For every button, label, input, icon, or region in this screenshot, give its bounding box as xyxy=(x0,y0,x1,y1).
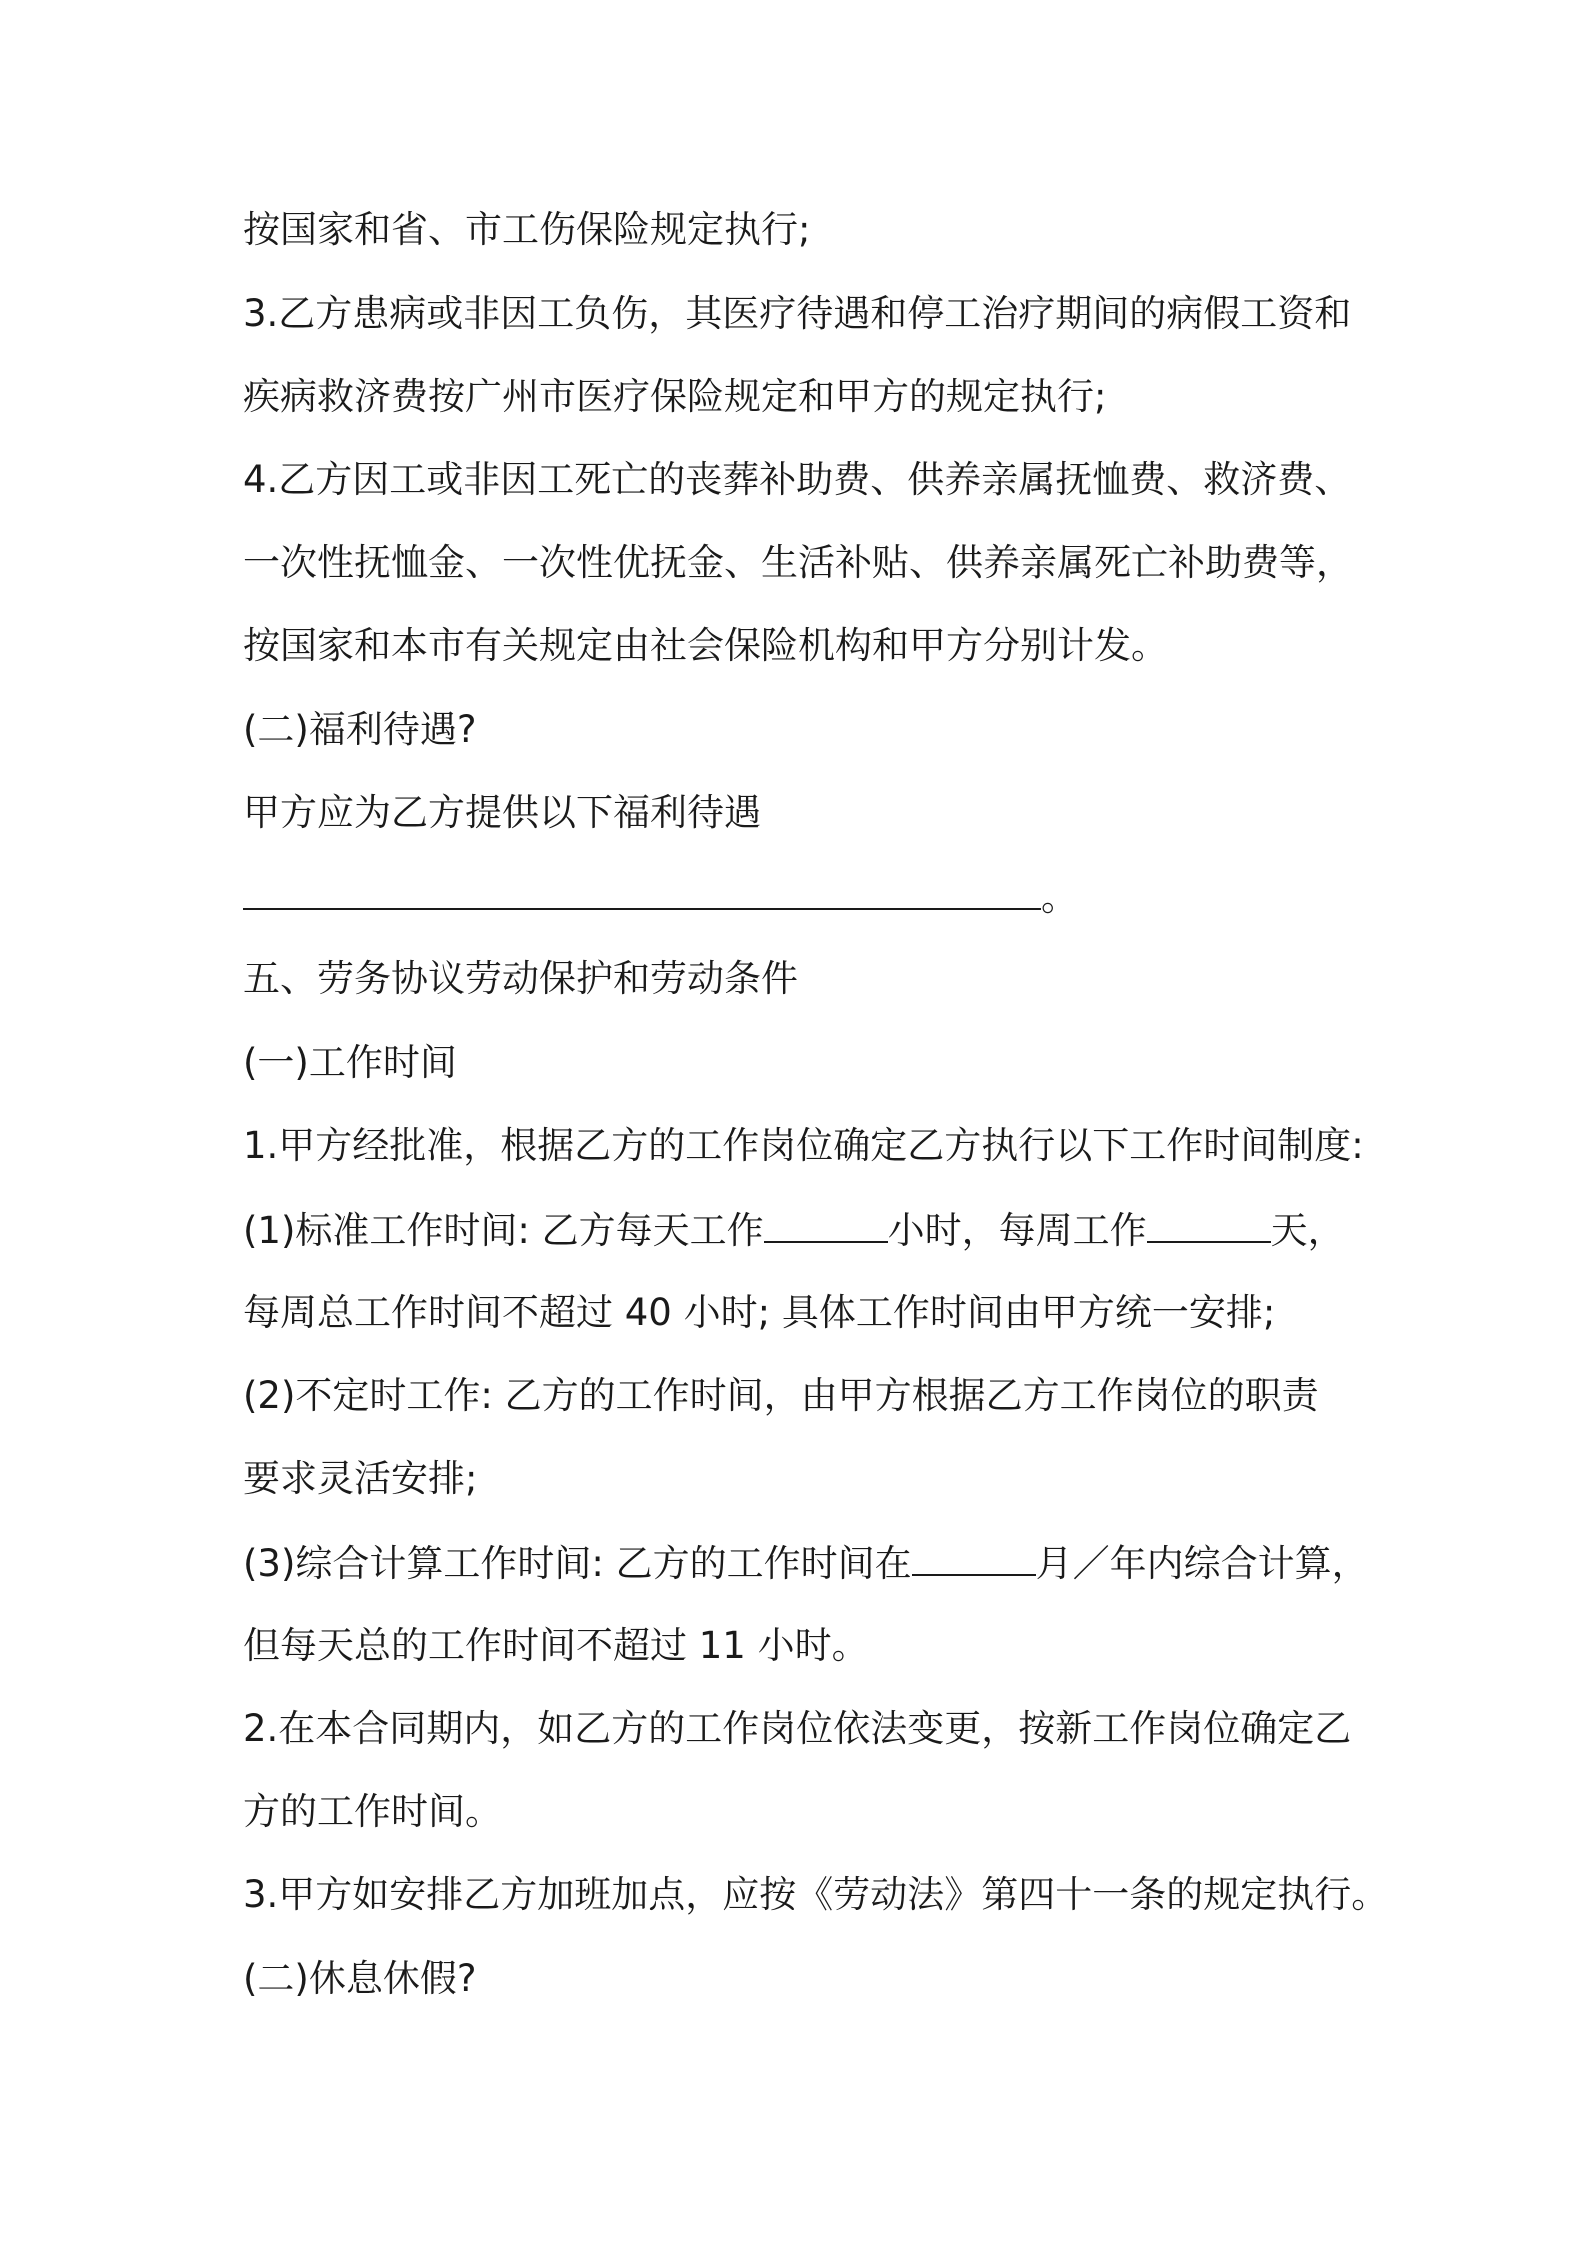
text-line: 按国家和省、市工伤保险规定执行; xyxy=(243,208,811,251)
text-line: 但每天总的工作时间不超过 11 小时。 xyxy=(243,1624,869,1667)
text-line: 3.甲方如安排乙方加班加点，应按《劳动法》第四十一条的规定执行。 xyxy=(243,1873,1389,1916)
text-line: 2.在本合同期内，如乙方的工作岗位依法变更，按新工作岗位确定乙 xyxy=(243,1707,1352,1750)
text-line: 要求灵活安排; xyxy=(243,1457,478,1500)
text-line: 按国家和本市有关规定由社会保险机构和甲方分别计发。 xyxy=(243,624,1168,667)
text-line: (2)不定时工作: 乙方的工作时间，由甲方根据乙方工作岗位的职责 xyxy=(243,1374,1319,1417)
text-line: 1.甲方经批准，根据乙方的工作岗位确定乙方执行以下工作时间制度: xyxy=(243,1124,1364,1167)
text-fragment: 月／年内综合计算， xyxy=(1035,1542,1369,1585)
fill-in-line xyxy=(243,1538,1373,1588)
section-heading: 五、劳务协议劳动保护和劳动条件 xyxy=(243,957,798,1000)
fill-in-line xyxy=(243,1205,1373,1255)
text-fragment: 天， xyxy=(1270,1209,1345,1252)
section-heading: (二)休息休假? xyxy=(243,1957,477,2000)
text-line: 一次性抚恤金、一次性优抚金、生活补贴、供养亲属死亡补助费等， xyxy=(243,541,1353,584)
section-heading: (二)福利待遇? xyxy=(243,708,477,751)
text-line: 3.乙方患病或非因工负伤，其医疗待遇和停工治疗期间的病假工资和 xyxy=(243,292,1352,335)
text-fragment: 小时，每周工作 xyxy=(887,1209,1147,1252)
fill-in-line xyxy=(243,872,1373,922)
text-line: 甲方应为乙方提供以下福利待遇 xyxy=(243,791,761,834)
text-line: 疾病救济费按广州市医疗保险规定和甲方的规定执行; xyxy=(243,375,1107,418)
blank-field xyxy=(243,872,1041,910)
text-line: 方的工作时间。 xyxy=(243,1790,502,1833)
blank-field xyxy=(764,1205,888,1243)
text-line: 4.乙方因工或非因工死亡的丧葬补助费、供养亲属抚恤费、救济费、 xyxy=(243,458,1352,501)
text-fragment: 。 xyxy=(1041,876,1078,919)
section-heading: (一)工作时间 xyxy=(243,1041,457,1084)
text-fragment: (3)综合计算工作时间: 乙方的工作时间在 xyxy=(243,1542,912,1585)
blank-field xyxy=(1147,1205,1271,1243)
text-line: 每周总工作时间不超过 40 小时; 具体工作时间由甲方统一安排; xyxy=(243,1291,1276,1334)
blank-field xyxy=(912,1538,1036,1576)
text-fragment: (1)标准工作时间: 乙方每天工作 xyxy=(243,1209,764,1252)
